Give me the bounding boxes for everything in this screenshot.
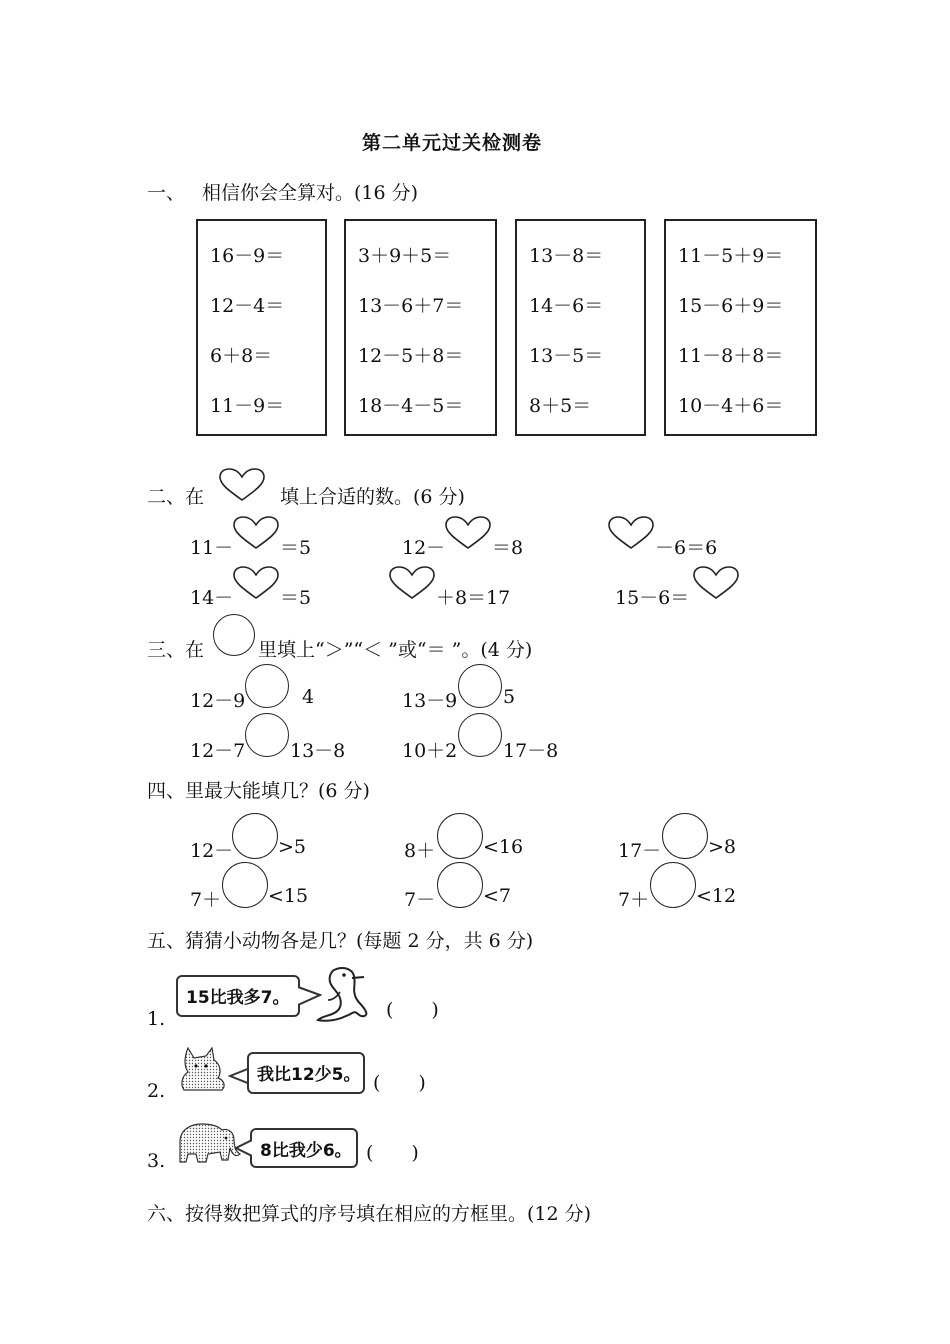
page-title: 第二单元过关检测卷 [362,132,543,154]
compare-circle[interactable] [458,713,502,757]
bubble-tail [234,1138,252,1158]
s2-item-d-post: ＝5 [280,587,312,609]
calc-item: 11－8＋8＝ [678,345,784,367]
s4-item-c-post: >8 [708,836,737,858]
heart-icon[interactable] [388,566,436,600]
s4-item-d-pre: 7＋ [190,889,222,911]
calc-box-2 [344,219,497,436]
s3-item-a-left: 12－9 [190,690,246,712]
answer-parentheses[interactable]: ( ) [373,1072,426,1094]
s4-item-e-post: <7 [483,885,512,907]
answer-circle[interactable] [437,813,483,859]
section-6-heading: 六、按得数把算式的序号填在相应的方框里。(12 分) [147,1203,592,1225]
circle-icon [213,614,255,656]
s4-item-a-pre: 12－ [190,840,234,862]
compare-circle[interactable] [245,713,289,757]
calc-item: 3＋9＋5＝ [358,245,452,267]
heart-icon [218,468,266,502]
s4-item-d-post: <15 [268,885,309,907]
s4-item-c-pre: 17－ [618,840,662,862]
s2-item-a-pre: 11－ [190,537,234,559]
s2-item-f-pre: 15－6＝ [615,587,690,609]
calc-box-4 [664,219,817,436]
calc-item: 8＋5＝ [529,395,592,417]
calc-box-1 [196,219,327,436]
elephant-icon [174,1118,242,1166]
heart-icon[interactable] [692,566,740,600]
s4-item-f-post: <12 [696,885,737,907]
s3-item-b-left: 13－9 [402,690,458,712]
speech-bubble: 8比我少6。 [250,1128,358,1168]
calc-item: 12－4＝ [210,295,285,317]
s3-item-c-right: 13－8 [290,740,346,762]
s2-item-e-post: ＋8＝17 [436,587,511,609]
s3-item-d-left: 10＋2 [402,740,458,762]
s4-item-f-pre: 7＋ [618,889,650,911]
heart-icon[interactable] [607,516,655,550]
section-1-heading: 相信你会全算对。(16 分) [202,182,419,204]
s3-item-a-right: 4 [302,686,315,708]
calc-item: 11－5＋9＝ [678,245,784,267]
answer-circle[interactable] [222,862,268,908]
section-4-heading: 四、里最大能填几？(6 分) [147,780,370,802]
s2-item-b-pre: 12－ [402,537,446,559]
calc-item: 14－6＝ [529,295,604,317]
answer-parentheses[interactable]: ( ) [366,1142,419,1164]
compare-circle[interactable] [245,664,289,708]
calc-item: 6＋8＝ [210,345,273,367]
s4-item-b-post: <16 [483,836,524,858]
section-5-heading: 五、猜猜小动物各是几？(每题 2 分，共 6 分) [147,930,534,952]
answer-circle[interactable] [232,813,278,859]
calc-item: 13－8＝ [529,245,604,267]
calc-item: 11－9＝ [210,395,285,417]
calc-box-3 [515,219,646,436]
compare-circle[interactable] [458,664,502,708]
dolphin-icon [312,964,376,1028]
section-2-heading-post: 填上合适的数。(6 分) [280,486,465,508]
calc-item: 12－5＋8＝ [358,345,464,367]
s2-item-d-pre: 14－ [190,587,234,609]
speech-bubble: 我比12少5。 [247,1052,365,1094]
s5-item-2-number: 2. [147,1080,166,1102]
s3-item-d-right: 17－8 [503,740,559,762]
section-2-heading-pre: 二、在 [147,486,205,508]
fox-icon [176,1044,230,1094]
heart-icon[interactable] [232,566,280,600]
s2-item-a-post: ＝5 [280,537,312,559]
calc-item: 13－5＝ [529,345,604,367]
section-1-number: 一、 [147,182,186,204]
section-3-heading-pre: 三、在 [147,639,205,661]
calc-item: 16－9＝ [210,245,285,267]
calc-item: 10－4＋6＝ [678,395,784,417]
s2-item-b-post: ＝8 [492,537,524,559]
heart-icon[interactable] [444,516,492,550]
calc-item: 15－6＋9＝ [678,295,784,317]
heart-icon[interactable] [232,516,280,550]
s5-item-1-number: 1. [147,1008,166,1030]
s3-item-c-left: 12－7 [190,740,246,762]
answer-circle[interactable] [650,862,696,908]
calc-item: 18－4－5＝ [358,395,464,417]
answer-parentheses[interactable]: ( ) [386,999,439,1021]
speech-bubble: 15比我多7。 [176,975,300,1017]
s3-item-b-right: 5 [503,686,516,708]
s4-item-a-post: >5 [278,836,307,858]
s2-item-c-post: －6＝6 [655,537,718,559]
s5-item-3-number: 3. [147,1150,166,1172]
s4-item-e-pre: 7－ [404,889,436,911]
section-3-heading-post: 里填上“＞”“＜ ”或“＝ ”。(4 分) [258,639,533,661]
s4-item-b-pre: 8＋ [404,840,436,862]
calc-item: 13－6＋7＝ [358,295,464,317]
answer-circle[interactable] [662,813,708,859]
answer-circle[interactable] [437,862,483,908]
